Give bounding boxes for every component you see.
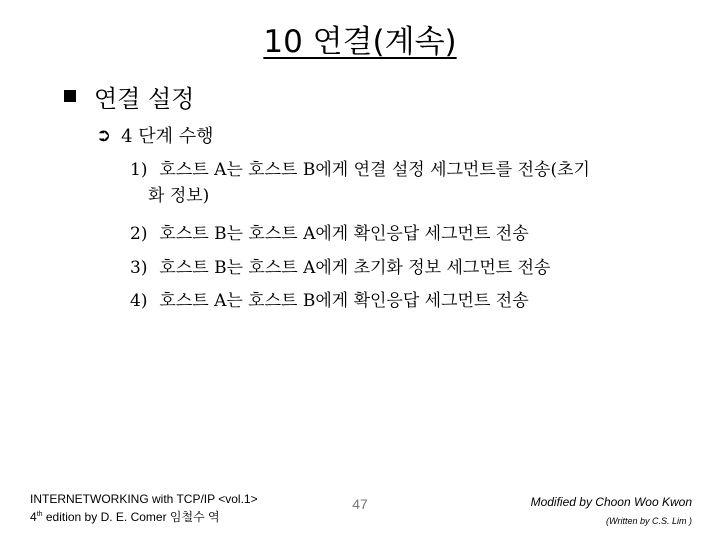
- section-heading-text: 연결 설정: [94, 84, 195, 113]
- step-number: 1): [130, 160, 148, 180]
- step-item-4: [130, 288, 529, 314]
- step-text: 호스트 B는 호스트 A에게 초기화 정보 세그먼트 전송: [159, 258, 551, 278]
- step-text-continued: 화 정보): [148, 186, 210, 206]
- section-heading: [64, 82, 195, 113]
- footer-edition-ordinal: th: [36, 511, 43, 518]
- square-bullet-icon: [64, 90, 76, 102]
- page-number: 47: [352, 496, 368, 512]
- slide-title: [0, 22, 720, 62]
- footer-book-info: [30, 492, 258, 525]
- step-text: 호스트 A는 호스트 B에게 확인응답 세그먼트 전송: [159, 291, 529, 311]
- step-number: 3): [130, 258, 148, 278]
- footer-edition: [30, 507, 258, 525]
- step-text: 호스트 B는 호스트 A에게 확인응답 세그먼트 전송: [159, 224, 529, 244]
- step-item-2: [130, 221, 529, 247]
- footer-book-title: INTERNETWORKING with TCP/IP <vol.1>: [30, 492, 258, 506]
- step-item-1: [130, 157, 590, 209]
- slide-title-text: 10 연결(계속): [263, 24, 457, 60]
- footer-edition-text: edition by D. E. Comer 임철수 역: [42, 510, 220, 524]
- footer-modified-by: Modified by Choon Woo Kwon: [530, 495, 692, 509]
- subsection-text: 4 단계 수행: [121, 126, 214, 147]
- subsection-heading: [96, 122, 214, 148]
- step-item-3: [130, 255, 550, 281]
- step-number: 2): [130, 224, 148, 244]
- footer-written-by: (Written by C.S. Lim ): [605, 516, 692, 526]
- step-text: 호스트 A는 호스트 B에게 연결 설정 세그먼트를 전송(초기: [159, 160, 590, 180]
- footer-credits: [531, 494, 692, 528]
- arrow-bullet-icon: ➲: [96, 124, 112, 146]
- step-number: 4): [130, 291, 148, 311]
- footer-edition-number: 4: [30, 510, 37, 524]
